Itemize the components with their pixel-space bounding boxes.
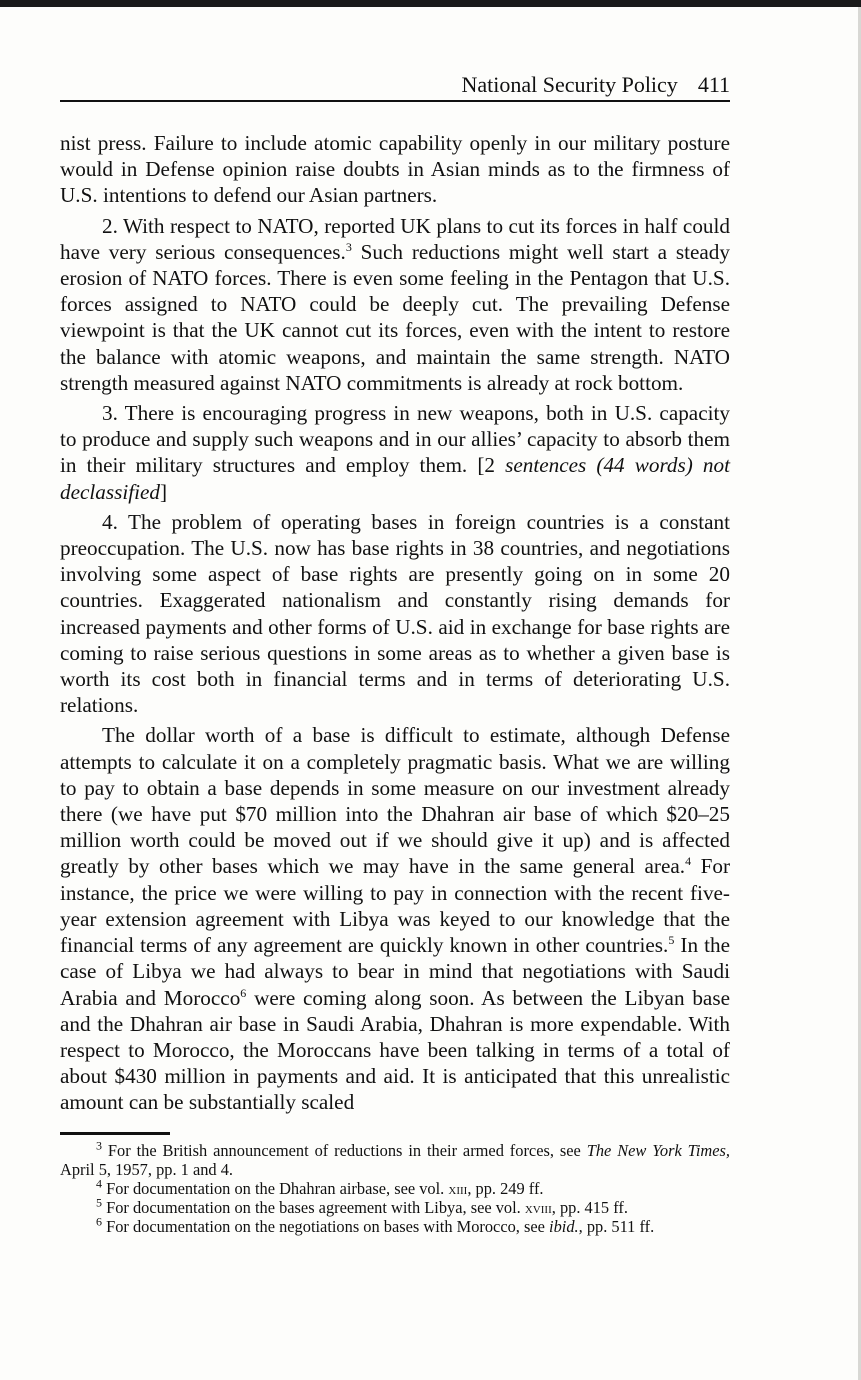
running-head bbox=[60, 72, 730, 102]
footnote-5: $^5$ For documentation on the bases agreement with Libya, see vol. xviii, pp. 415 ff. bbox=[96, 1195, 628, 1217]
footnote-ref-6[interactable]: 6 bbox=[240, 985, 247, 1000]
paragraph-continuation: nist press. Failure to include atomic capability openly in our military posture would in Defense opinion raise doubts in Asian minds as to the firmness of U.S. intentions to defend our Asian partners. bbox=[60, 131, 730, 208]
footnotes bbox=[60, 1138, 730, 1236]
paragraph-foreign-bases: 4. The problem of operating bases in foreign countries is a constant preoccupation. The U.S. now has base rights in 38 countries, and negotiations involving some aspect of base rights are presently going on in some 20 countries. Exaggerated nationalism and constantly rising demands for increased payments and other forms of U.S. aid in exchange for base rights are coming to raise serious questions in some areas as to whether a given base is worth its cost both in financial terms and in terms of deteriorating U.S. relations. bbox=[60, 509, 730, 718]
footnote-ref-4[interactable]: 4 bbox=[685, 854, 692, 869]
document-page bbox=[60, 72, 730, 1236]
footnote-4: $^4$ For documentation on the Dhahran airbase, see vol. xiii, pp. 249 ff. bbox=[96, 1176, 544, 1198]
footnote-ref-5[interactable]: 5 bbox=[668, 933, 675, 948]
page-number: 411 bbox=[697, 72, 730, 97]
running-head-title: National Security Policy bbox=[461, 72, 678, 97]
page-top-border bbox=[0, 0, 861, 7]
paragraph-nato: 2. With respect to NATO, reported UK plans to cut its forces in half could have very serious consequences.$^3$ Such reductions might well start a steady erosion of NATO forces. There is even some feeling in the Pentagon that U.S. forces assigned to NATO could be deeply cut. The prevailing Defense viewpoint is that the UK cannot cut its forces, even with the intent to restore the balance with atomic weapons, and maintain the same strength. NATO strength measured against NATO commitments is already at rock bottom. bbox=[60, 213, 730, 395]
footnote-ref-3[interactable]: 3 bbox=[345, 239, 352, 254]
footnote-6: $^6$ For documentation on the negotiations on bases with Morocco, see ibid., pp. 511 ff. bbox=[96, 1214, 655, 1236]
footnote-3: $^3$ For the British announcement of reductions in their armed forces, see The New York Times, April 5, 1957, pp. 1 and 4. bbox=[60, 1138, 730, 1179]
not-declassified-note: sentences (44 words) not declassified bbox=[60, 453, 730, 504]
footnote-divider bbox=[60, 1132, 170, 1135]
paragraph-new-weapons: 3. There is encouraging progress in new weapons, both in U.S. capacity to produce and supply such weapons and in our allies’ capacity to absorb them in their military structures and employ them. [2 sentences (44 words) not declassified] bbox=[60, 401, 730, 504]
body-text bbox=[60, 130, 730, 1116]
paragraph-dollar-worth: The dollar worth of a base is difficult to estimate, although Defense attempts to calculate it on a completely pragmatic basis. What we are willing to pay to obtain a base depends in some measure on our investment already there (we have put $70 million into the Dhahran air base of which $20–25 million worth could be moved out if we should give it up) and is affected greatly by other bases which we may have in the same general area.$^4$ For instance, the price we were willing to pay in connection with the recent five-year extension agreement with Libya was keyed to our knowledge that the financial terms of any agreement are quickly known in other countries.$^5$ In the case of Libya we had always to bear in mind that negotiations with Saudi Arabia and Morocco$^6$ were coming along soon. As between the Libyan base and the Dhahran air base in Saudi Arabia, Dhahran is more expendable. With respect to Morocco, the Moroccans have been talking in terms of a total of about $430 million in payments and aid. It is anticipated that this unrealistic amount can be substantially scaled bbox=[60, 723, 731, 1115]
